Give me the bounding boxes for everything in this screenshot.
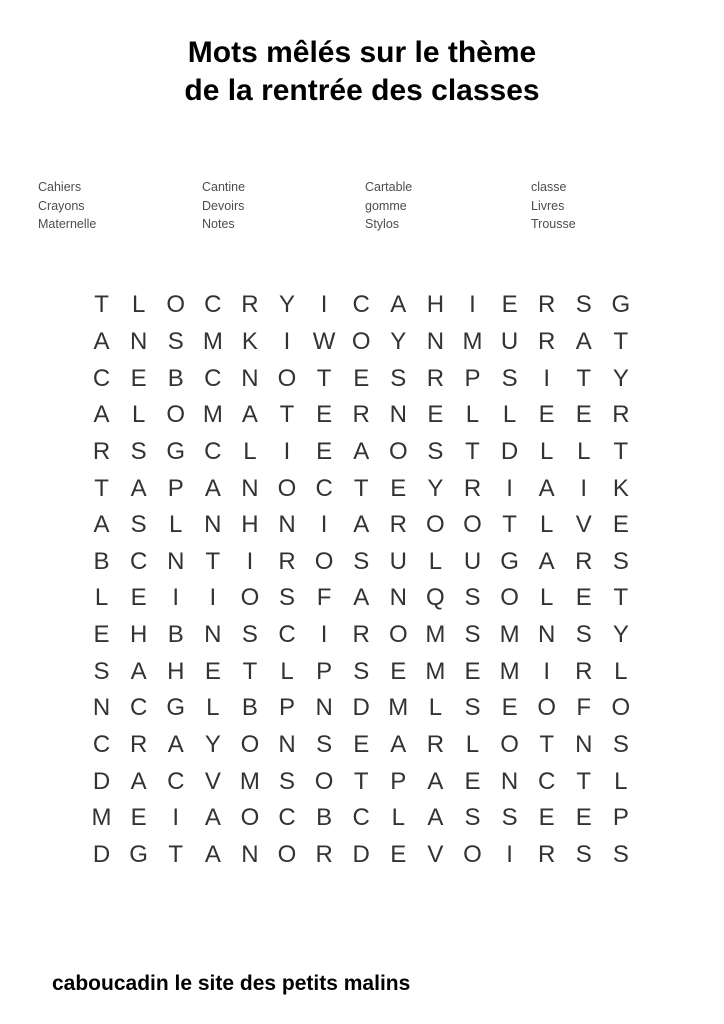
grid-letter: E — [390, 657, 407, 685]
grid-letter: P — [390, 767, 407, 795]
grid-letter: N — [315, 694, 333, 722]
grid-letter: L — [131, 291, 146, 319]
grid-letter: F — [576, 694, 592, 722]
grid-letter: C — [92, 364, 111, 392]
grid-letter: R — [241, 291, 259, 319]
grid-letter: C — [352, 291, 370, 319]
grid-letter: N — [278, 511, 296, 539]
grid-letter: A — [427, 767, 444, 795]
grid-letter: E — [538, 804, 555, 832]
word-list-column — [202, 178, 245, 234]
grid-letter: R — [538, 327, 556, 355]
grid-letter: R — [389, 511, 407, 539]
grid-letter: T — [539, 731, 554, 758]
grid-letter: A — [427, 804, 444, 832]
grid-letter: G — [166, 437, 186, 465]
grid-letter: N — [278, 731, 296, 758]
grid-letter: C — [538, 767, 556, 795]
grid-letter: A — [204, 804, 221, 832]
word-list-item: Crayons — [38, 198, 85, 213]
grid-letter: O — [240, 804, 260, 832]
grid-letter: C — [129, 694, 148, 722]
grid-letter: I — [283, 327, 291, 355]
grid-letter: D — [500, 437, 519, 465]
grid-letter: B — [167, 364, 184, 392]
grid-letter: M — [91, 804, 112, 832]
grid-letter: O — [277, 364, 297, 392]
grid-letter: U — [389, 547, 407, 575]
grid-letter: C — [204, 291, 222, 319]
grid-letter: A — [390, 291, 407, 319]
grid-letter: P — [464, 364, 481, 392]
grid-letter: A — [353, 511, 370, 539]
grid-letter: R — [538, 291, 556, 319]
grid-letter: R — [278, 547, 296, 575]
grid-letter: I — [172, 804, 180, 832]
grid-letter: B — [316, 804, 333, 832]
grid-letter: V — [575, 511, 592, 539]
grid-letter: F — [316, 584, 332, 612]
grid-letter: U — [463, 547, 482, 575]
grid-letter: L — [243, 437, 257, 465]
grid-letter: C — [278, 621, 296, 649]
grid-letter: P — [316, 657, 333, 685]
grid-letter: N — [167, 547, 185, 575]
grid-letter: E — [204, 657, 221, 685]
grid-letter: T — [279, 401, 295, 429]
grid-letter: R — [426, 364, 445, 392]
grid-letter: L — [539, 584, 554, 612]
grid-letter: E — [316, 437, 333, 465]
grid-letter: C — [204, 437, 222, 465]
grid-letter: R — [129, 731, 148, 758]
grid-letter: M — [425, 621, 446, 649]
grid-letter: E — [575, 401, 592, 429]
grid-letter: N — [426, 327, 445, 355]
grid-letter: S — [241, 621, 258, 649]
grid-letter: S — [501, 804, 518, 832]
grid-letter: T — [576, 767, 592, 795]
grid-letter: I — [320, 511, 328, 539]
grid-letter: V — [427, 840, 444, 868]
word-list-item: Notes — [202, 217, 235, 231]
grid-letter: R — [352, 621, 370, 649]
grid-letter: S — [464, 584, 481, 612]
grid-letter: E — [427, 401, 444, 429]
grid-letter: N — [241, 840, 259, 868]
grid-letter: O — [500, 731, 519, 758]
grid-letter: T — [353, 474, 369, 502]
grid-letter: Y — [427, 474, 444, 502]
footer-credit: caboucadin le site des petits malins — [52, 972, 411, 995]
grid-letter: Y — [612, 621, 629, 649]
grid-letter: U — [500, 327, 519, 355]
grid-letter: S — [353, 547, 370, 575]
grid-letter: W — [312, 327, 336, 355]
grid-letter: K — [241, 327, 258, 355]
grid-letter: M — [202, 327, 223, 355]
word-list-item: classe — [531, 180, 567, 194]
grid-letter: S — [464, 694, 481, 722]
page-title-line2: de la rentrée des classes — [184, 74, 540, 108]
grid-letter: S — [575, 621, 592, 649]
grid-letter: E — [390, 840, 407, 868]
grid-letter: N — [538, 621, 556, 649]
grid-letter: B — [93, 547, 110, 575]
grid-letter: S — [575, 291, 592, 319]
grid-letter: O — [611, 694, 631, 722]
grid-letter: A — [93, 511, 110, 539]
grid-letter: S — [612, 731, 629, 758]
word-list-column — [365, 178, 412, 234]
grid-letter: D — [92, 840, 111, 868]
grid-letter: O — [314, 547, 334, 575]
page-title-line1: Mots mêlés sur le thème — [187, 36, 537, 70]
grid-letter: P — [279, 694, 296, 722]
grid-letter: C — [92, 731, 111, 758]
grid-letter: S — [464, 804, 481, 832]
grid-letter: L — [391, 804, 405, 832]
grid-letter: E — [390, 474, 407, 502]
grid-letter: A — [204, 474, 221, 502]
word-list-item: Livres — [531, 198, 565, 213]
grid-letter: I — [320, 291, 328, 319]
grid-letter: C — [129, 547, 148, 575]
grid-letter: A — [575, 327, 592, 355]
grid-letter: M — [499, 657, 520, 685]
grid-letter: E — [130, 804, 147, 832]
grid-letter: G — [500, 547, 519, 575]
grid-letter: E — [612, 511, 629, 539]
grid-letter: I — [320, 621, 328, 649]
grid-letter: S — [390, 364, 407, 392]
grid-letter: O — [240, 731, 260, 758]
grid-letter: Y — [204, 731, 221, 758]
grid-letter: L — [614, 657, 628, 685]
grid-letter: N — [575, 731, 593, 758]
grid-letter: I — [246, 547, 254, 575]
grid-letter: E — [538, 401, 555, 429]
grid-letter: O — [537, 694, 556, 722]
grid-letter: O — [166, 401, 186, 429]
grid-letter: R — [575, 657, 593, 685]
grid-letter: C — [167, 767, 185, 795]
grid-letter: D — [92, 767, 111, 795]
grid-letter: D — [352, 840, 370, 868]
grid-letter: O — [426, 511, 445, 539]
grid-letter: O — [351, 327, 371, 355]
grid-letter: L — [428, 694, 443, 722]
grid-letter: S — [279, 584, 296, 612]
grid-letter: S — [612, 547, 629, 575]
grid-letter: G — [611, 291, 631, 319]
grid-letter: E — [575, 584, 592, 612]
grid-letter: O — [388, 621, 408, 649]
grid-letter: E — [93, 621, 110, 649]
grid-letter: I — [209, 584, 217, 612]
grid-letter: E — [130, 364, 147, 392]
grid-letter: N — [389, 401, 407, 429]
grid-letter: T — [316, 364, 332, 392]
grid-letter: R — [538, 840, 556, 868]
grid-letter: T — [613, 584, 629, 612]
grid-letter: Y — [390, 327, 407, 355]
grid-letter: O — [314, 767, 334, 795]
grid-letter: S — [427, 437, 444, 465]
grid-letter: L — [539, 437, 554, 465]
grid-letter: N — [389, 584, 407, 612]
grid-letter: S — [464, 621, 481, 649]
grid-letter: O — [166, 291, 186, 319]
grid-letter: H — [426, 291, 445, 319]
grid-letter: L — [94, 584, 109, 612]
grid-letter: M — [239, 767, 260, 795]
grid-letter: K — [612, 474, 629, 502]
grid-letter: L — [465, 731, 480, 758]
grid-letter: O — [463, 840, 482, 868]
grid-letter: S — [167, 327, 184, 355]
grid-letter: A — [353, 437, 370, 465]
grid-letter: I — [506, 840, 513, 868]
grid-letter: I — [172, 584, 180, 612]
grid-letter: I — [543, 657, 550, 685]
grid-letter: L — [131, 401, 146, 429]
grid-letter: S — [612, 840, 629, 868]
grid-letter: G — [166, 694, 186, 722]
grid-letter: E — [464, 657, 481, 685]
grid-letter: M — [462, 327, 483, 355]
grid-letter: A — [167, 731, 184, 758]
grid-letter: T — [502, 511, 517, 539]
grid-letter: R — [315, 840, 333, 868]
grid-letter: D — [352, 694, 370, 722]
grid-letter: V — [204, 767, 221, 795]
grid-letter: A — [130, 474, 147, 502]
grid-letter: T — [205, 547, 221, 575]
word-list-item: Cantine — [202, 180, 246, 194]
grid-letter: N — [241, 474, 259, 502]
grid-letter: L — [169, 511, 183, 539]
grid-letter: E — [464, 767, 481, 795]
grid-letter: R — [612, 401, 630, 429]
grid-letter: S — [501, 364, 518, 392]
grid-letter: E — [130, 584, 147, 612]
grid-letter: A — [130, 767, 147, 795]
grid-letter: O — [240, 584, 260, 612]
grid-letter: L — [280, 657, 294, 685]
grid-letter: S — [279, 767, 296, 795]
grid-letter: B — [167, 621, 184, 649]
grid-letter: Y — [279, 291, 296, 319]
grid-letter: L — [614, 767, 628, 795]
grid-letter: R — [463, 474, 482, 502]
grid-letter: R — [352, 401, 370, 429]
word-list — [0, 178, 724, 238]
grid-letter: T — [353, 767, 369, 795]
grid-letter: A — [93, 327, 110, 355]
grid-letter: N — [500, 767, 519, 795]
grid-letter: M — [425, 657, 446, 685]
grid-letter: L — [539, 511, 554, 539]
word-list-column — [38, 178, 96, 234]
grid-letter: T — [576, 364, 592, 392]
grid-letter: N — [92, 694, 111, 722]
word-list-item: Stylos — [365, 217, 400, 231]
grid-letter: H — [241, 511, 259, 539]
grid-letter: T — [94, 474, 109, 502]
grid-letter: T — [168, 840, 184, 868]
page-title — [0, 34, 724, 110]
grid-letter: A — [390, 731, 407, 758]
grid-letter: C — [352, 804, 370, 832]
word-list-item: Devoirs — [202, 198, 245, 213]
grid-letter: I — [543, 364, 550, 392]
grid-letter: E — [575, 804, 592, 832]
grid-letter: A — [241, 401, 258, 429]
word-list-item: gomme — [365, 198, 407, 213]
grid-letter: T — [465, 437, 480, 465]
grid-letter: R — [426, 731, 445, 758]
grid-letter: H — [129, 621, 148, 649]
grid-letter: L — [428, 547, 443, 575]
grid-letter: L — [206, 694, 220, 722]
grid-letter: I — [506, 474, 513, 502]
grid-letter: A — [93, 401, 110, 429]
grid-letter: C — [315, 474, 333, 502]
grid-letter: T — [613, 327, 629, 355]
letter-grid — [83, 287, 639, 873]
grid-letter: H — [167, 657, 185, 685]
grid-letter: S — [575, 840, 592, 868]
grid-letter: S — [130, 511, 147, 539]
grid-letter: I — [580, 474, 588, 502]
grid-letter: N — [204, 621, 222, 649]
grid-letter: A — [538, 474, 555, 502]
grid-letter: R — [92, 437, 111, 465]
grid-letter: A — [204, 840, 221, 868]
grid-letter: E — [353, 364, 370, 392]
grid-letter: S — [316, 731, 333, 758]
grid-letter: E — [501, 291, 518, 319]
grid-letter: Q — [426, 584, 445, 612]
grid-letter: S — [353, 657, 370, 685]
grid-letter: P — [167, 474, 184, 502]
grid-letter: N — [129, 327, 148, 355]
grid-letter: L — [502, 401, 517, 429]
grid-letter: C — [204, 364, 222, 392]
grid-letter: M — [388, 694, 409, 722]
grid-letter: B — [241, 694, 258, 722]
grid-letter: O — [463, 511, 482, 539]
grid-letter: A — [130, 657, 147, 685]
grid-letter: O — [277, 840, 297, 868]
grid-letter: Y — [612, 364, 629, 392]
grid-letter: S — [130, 437, 147, 465]
grid-letter: T — [613, 437, 629, 465]
grid-letter: S — [93, 657, 110, 685]
grid-letter: C — [278, 804, 296, 832]
word-list-item: Trousse — [531, 217, 576, 231]
grid-letter: G — [129, 840, 148, 868]
grid-letter: T — [242, 657, 258, 685]
grid-letter: I — [283, 437, 291, 465]
grid-letter: R — [575, 547, 593, 575]
grid-letter: T — [94, 291, 109, 319]
word-list-column — [531, 178, 576, 234]
grid-letter: O — [500, 584, 519, 612]
grid-letter: E — [353, 731, 370, 758]
grid-letter: I — [469, 291, 476, 319]
grid-letter: N — [241, 364, 259, 392]
grid-letter: O — [277, 474, 297, 502]
word-list-item: Cartable — [365, 180, 413, 194]
grid-letter: E — [501, 694, 518, 722]
grid-letter: E — [316, 401, 333, 429]
grid-letter: M — [202, 401, 223, 429]
grid-letter: N — [204, 511, 222, 539]
grid-letter: A — [538, 547, 555, 575]
word-list-item: Cahiers — [38, 180, 82, 194]
grid-letter: O — [388, 437, 408, 465]
grid-letter: M — [499, 621, 520, 649]
grid-letter: P — [612, 804, 629, 832]
grid-letter: L — [465, 401, 480, 429]
word-list-item: Maternelle — [38, 217, 97, 231]
grid-letter: A — [353, 584, 370, 612]
grid-letter: L — [577, 437, 591, 465]
